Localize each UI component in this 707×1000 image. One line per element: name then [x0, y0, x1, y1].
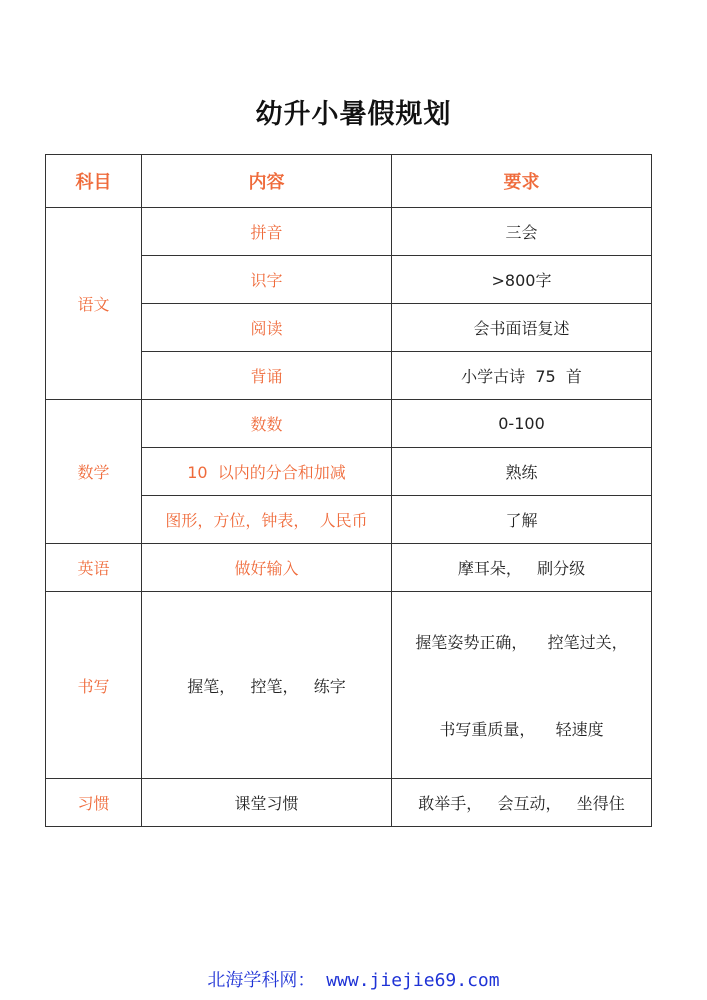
content-cell: 拼音	[142, 208, 392, 256]
requirement-line: 握笔姿势正确， 控笔过关，	[415, 633, 628, 652]
page-title: 幼升小暑假规划	[255, 99, 452, 130]
requirement-cell: 0-100	[392, 400, 652, 448]
content-cell: 数数	[142, 400, 392, 448]
content-cell: 握笔， 控笔， 练字	[142, 592, 392, 779]
table-row	[46, 779, 652, 827]
requirement-cell: 会书面语复述	[392, 304, 652, 352]
requirement-cell: 小学古诗 75 首	[392, 352, 652, 400]
requirement-cell: 三会	[392, 208, 652, 256]
content-cell: 阅读	[142, 304, 392, 352]
subject-cell: 书写	[46, 592, 142, 779]
content-cell: 图形，方位，钟表， 人民币	[142, 496, 392, 544]
subject-cell: 数学	[46, 400, 142, 544]
requirement-cell: 摩耳朵， 刷分级	[392, 544, 652, 592]
requirement-cell: 敢举手， 会互动， 坐得住	[392, 779, 652, 827]
table-row	[46, 208, 652, 256]
header-subject: 科目	[46, 155, 142, 208]
requirement-cell	[392, 592, 652, 779]
requirement-line: 书写重质量， 轻速度	[439, 720, 604, 739]
header-content: 内容	[142, 155, 392, 208]
table-row	[46, 544, 652, 592]
table-row	[46, 592, 652, 779]
footer-source-link[interactable]: 北海学科网： www.jiejie69.com	[207, 970, 500, 991]
requirement-cell: 熟练	[392, 448, 652, 496]
table-header-row	[46, 155, 652, 208]
content-cell: 背诵	[142, 352, 392, 400]
table-row	[46, 400, 652, 448]
subject-cell: 英语	[46, 544, 142, 592]
header-requirement: 要求	[392, 155, 652, 208]
requirement-cell: 了解	[392, 496, 652, 544]
content-cell: 10 以内的分合和加减	[142, 448, 392, 496]
content-cell: 识字	[142, 256, 392, 304]
subject-cell: 习惯	[46, 779, 142, 827]
content-cell: 课堂习惯	[142, 779, 392, 827]
content-cell: 做好输入	[142, 544, 392, 592]
requirement-cell: >800字	[392, 256, 652, 304]
plan-table	[45, 154, 652, 827]
subject-cell: 语文	[46, 208, 142, 400]
